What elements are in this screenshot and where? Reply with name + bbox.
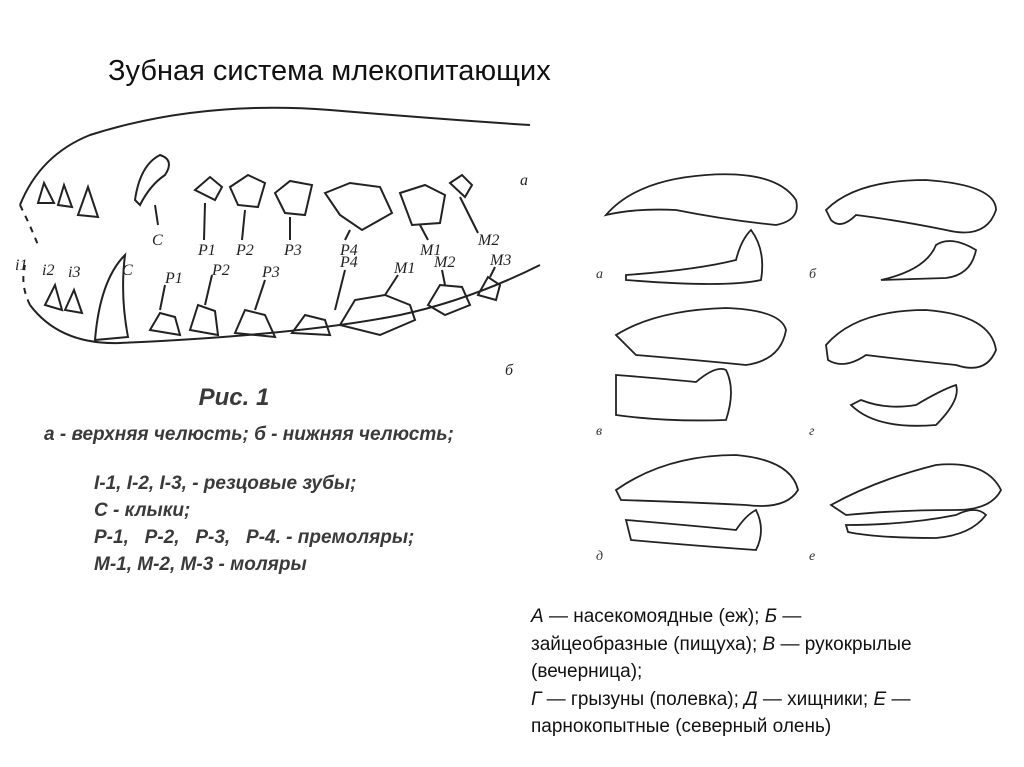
upper-label: P1 [198,242,216,259]
skull-letter: г [809,424,815,439]
upper-label: P4 [340,242,358,259]
lower-label: P2 [212,262,230,279]
upper-label: M1 [420,242,442,259]
lower-label: M3 [490,252,512,269]
skull-letter: б [809,267,817,282]
legend-text: — хищники; [757,688,874,710]
legend-text: — рукокрылые [775,633,912,655]
tooth-definitions [94,470,414,578]
legend-text: — [777,606,802,627]
jaw-drawing [20,108,540,343]
figure-jaws-caption: а - верхняя челюсть; б - нижняя челюсть; [44,424,454,445]
page-title: Зубная система млекопитающих [108,55,551,87]
definition-line: Р-1, Р-2, Р-3, Р-4. - премоляры; [94,527,415,548]
legend-line: (вечерница); [531,661,643,682]
legend-letter: В [762,633,776,655]
legend-letter: А [531,606,544,627]
upper-label: C [152,232,163,249]
definition-line: С - клыки; [94,500,191,521]
legend-line: парнокопытные (северный олень) [531,716,832,737]
definition-line: I-1, I-2, I-3, - резцовые зубы; [94,473,357,494]
lower-label: M2 [434,254,456,271]
skull-drawings [606,174,1001,550]
skull-letter: д [596,549,604,564]
legend-letter: Г [531,688,542,710]
upper-label: P2 [236,242,254,259]
lower-label: M1 [394,260,416,277]
legend-text: — грызуны (полевка); [541,688,745,710]
upper-label: M2 [478,232,500,249]
legend-line [531,603,1001,631]
skull-letter: е [809,549,816,564]
skull-letter: в [596,424,603,439]
lower-label: C [122,262,133,279]
lower-label: P4 [340,254,358,271]
lower-label: P3 [262,264,280,281]
figure-caption [44,384,514,446]
upper-jaw-tag: а [520,172,528,189]
upper-label: P3 [284,242,302,259]
skulls-legend [531,603,1001,741]
upper-label: i3 [68,264,81,281]
definition-line: М-1, М-2, М-3 - моляры [94,554,307,575]
figure-number: Рис. 1 [198,384,270,411]
legend-letter: Д [744,688,758,710]
legend-text: — насекомоядные (еж); [543,606,765,627]
legend-line [531,686,1001,714]
lower-jaw-tag: б [505,362,514,379]
upper-label: i1 [15,257,28,274]
legend-letter: Е [873,688,887,710]
lower-label: P1 [165,270,183,287]
upper-label: i2 [42,262,55,279]
legend-text: зайцеобразные (пищуха); [531,633,763,655]
legend-letter: Б [764,606,778,627]
legend-text: — [886,688,911,710]
skulls-figure [576,160,1016,580]
jaw-figure [0,105,560,385]
legend-line [531,631,1001,659]
skull-letter: а [596,267,603,282]
